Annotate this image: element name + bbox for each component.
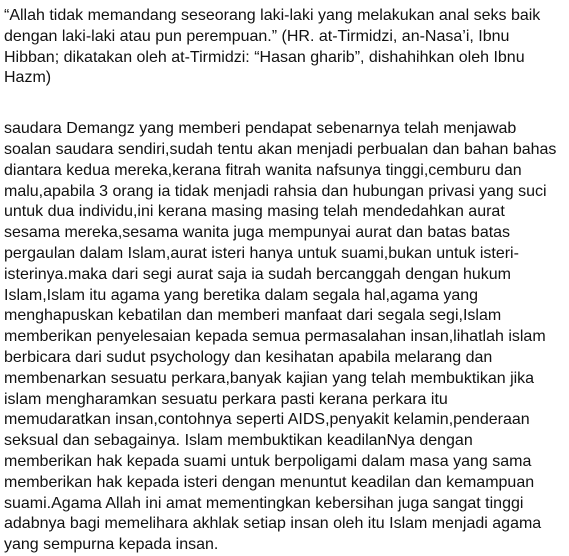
body-line: saudara Demangz yang memberi pendapat sebenarnya telah menjawab: [4, 120, 517, 138]
body-line: berbicara dari sudut psychology dan kesihatan apabila melarang dan: [4, 348, 493, 366]
body-line: seksual dan sebagainya. Islam membuktikan keadilanNya dengan: [4, 432, 473, 450]
body-line: soalan saudara sendiri,sudah tentu akan menjadi perbualan dan bahan bahas: [4, 140, 557, 158]
body-line: memberikan hak kepada isteri dengan menuntut keadilan dan kemampuan: [4, 473, 535, 491]
body-line: memberikan hak kepada suami untuk berpoligami dalam masa yang sama: [4, 452, 532, 470]
quote-line: “Allah tidak memandang seseorang laki-laki yang melakukan anal seks baik: [4, 7, 541, 24]
body-line: sesama mereka,sesama wanita juga mempunyai aurat dan batas batas: [4, 224, 511, 242]
body-line: islam mengharamkan sesuatu perkara pasti kerana perkara itu: [4, 390, 448, 408]
body-line: untuk dua individu,ini kerana masing masing telah mendedahkan aurat: [4, 203, 505, 221]
body-line: adabnya bagi memelihara akhlak setiap insan oleh itu Islam menjadi agama: [4, 515, 542, 533]
body-line: diantara kedua mereka,kerana fitrah wanita nafsunya tinggi,cemburu dan: [4, 161, 522, 179]
body-line: pergaulan dalam Islam,aurat isteri hanya untuk suami,bukan untuk isteri-: [4, 244, 519, 262]
quote-line: Hazm): [4, 69, 52, 87]
body-line: yang sempurna kepada insan.: [4, 536, 219, 554]
body-line: isterinya.maka dari segi aurat saja ia sudah bercanggah dengan hukum: [4, 265, 511, 283]
quote-line: dengan laki-laki atau pun perempuan.” (HR. at-Tirmidzi, an-Nasa’i, Ibnu: [4, 27, 510, 45]
body-line: menghapuskan kebatilan dan memberi manfaat dari segala segi,Islam: [4, 307, 502, 325]
body-paragraph: [4, 119, 565, 556]
hadith-quote-paragraph: [4, 6, 565, 89]
body-line: membenarkan sesuatu perkara,banyak kajian yang telah membuktikan jika: [4, 369, 535, 387]
paragraph-spacer: [4, 89, 565, 119]
body-line: Islam,Islam itu agama yang beretika dalam segala hal,agama yang: [4, 286, 479, 304]
body-line: memudaratkan insan,contohnya seperti AIDS,penyakit kelamin,penderaan: [4, 411, 530, 429]
quote-line: Hibban; dikatakan oleh at-Tirmidzi: “Hasan gharib”, dishahihkan oleh Ibnu: [4, 48, 525, 66]
body-line: malu,apabila 3 orang ia tidak menjadi rahsia dan hubungan privasi yang suci: [4, 182, 547, 200]
body-line: suami.Agama Allah ini amat mementingkan kebersihan juga sangat tinggi: [4, 494, 524, 512]
body-line: memberikan penyelesaian kepada semua permasalahan insan,lihatlah islam: [4, 328, 546, 346]
